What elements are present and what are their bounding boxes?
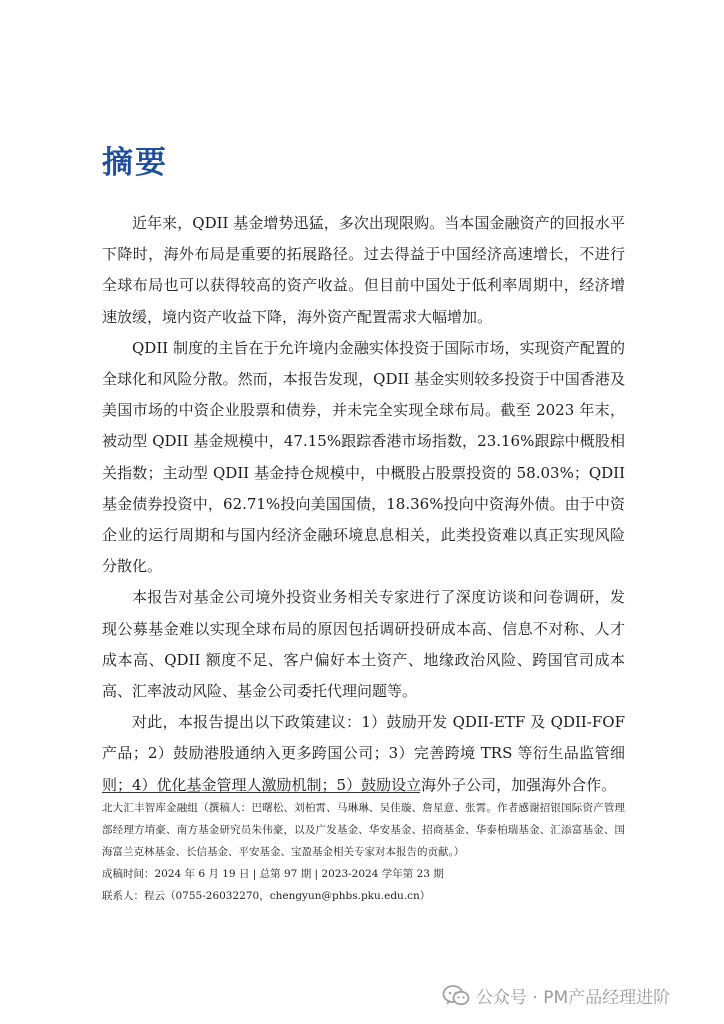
summary-paragraph: 对此，本报告提出以下政策建议：1）鼓励开发 QDII-ETF 及 QDII-FOF 产品；2）鼓励港股通纳入更多跨国公司；3）完善跨境 TRS 等衍生品监管细则；4）优化基金管理人激励机制；5）鼓励设立海外子公司，加强海外合作。: [102, 713, 625, 794]
summary-paragraph: 本报告对基金公司境外投资业务相关专家进行了深度访谈和问卷调研，发现公募基金难以实现全球布局的原因包括调研投研成本高、信息不对称、人才成本高、QDII 额度不足、客户偏好本土资产、地缘政治风险、跨国官司成本高、汇率波动风险、基金公司委托代理问题等。: [102, 588, 625, 701]
wechat-icon: [442, 984, 470, 1008]
footnote: [102, 797, 625, 907]
footnote-date: 成稿时间：2024 年 6 月 19 日 | 总第 97 期 | 2023-2024 学年第 23 期: [102, 868, 444, 880]
page-title: 摘要: [102, 145, 168, 181]
footnote-contact: 联系人：程云（0755-26032270，chengyun@phbs.pku.edu.cn）: [102, 890, 431, 902]
watermark-text: 公众号 · PM产品经理进阶: [476, 988, 671, 1008]
summary-paragraph: 近年来，QDII 基金增势迅猛，多次出现限购。当本国金融资产的回报水平下降时，海外布局是重要的拓展路径。过去得益于中国经济高速增长，不进行全球布局也可以获得较高的资产收益。但目前中国处于低利率周期中，经济增速放缓，境内资产收益下降，海外资产配置需求大幅增加。: [102, 214, 625, 326]
footnote-authors: 北大汇丰智库金融组（撰稿人：巴曙松、刘柏霄、马琳琳、吴佳璇、詹星意、张霄。作者感谢招银国际资产管理部经理方堉豪、南方基金研究员朱伟豪，以及广发基金、华安基金、招商基金、华泰柏瑞基金、汇添富基金、国海富兰克林基金、长信基金、平安基金、宝盈基金相关专家对本报告的贡献。）: [102, 802, 625, 858]
watermark: [442, 983, 670, 1008]
summary-paragraph: QDII 制度的主旨在于允许境内金融实体投资于国际市场，实现资产配置的全球化和风险分散。然而，本报告发现，QDII 基金实则较多投资于中国香港及美国市场的中资企业股票和债券，并未完全实现全球布局。截至 2023 年末，被动型 QDII 基金规模中，47.15%跟踪香港市场指数，23.16%跟踪中概股相关指数；主动型 QDII 基金持仓规模中，中概股占股票投资的 58.03%；QDII 基金债券投资中，62.71%投向美国国债，18.36%投向中资海外债。由于中资企业的运行周期和与国内经济金融环境息息相关，此类投资难以真正实现风险分散化。: [102, 338, 625, 576]
footnote-divider: [102, 792, 420, 793]
summary-body: [102, 208, 625, 801]
